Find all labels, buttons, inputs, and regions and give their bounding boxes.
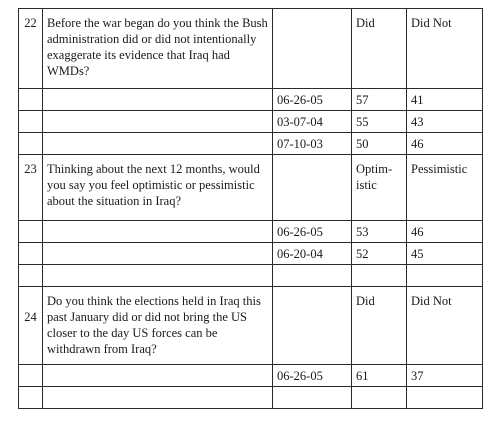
response-value-1: 50	[352, 133, 407, 155]
response-header-2: Did Not	[407, 287, 483, 365]
number-cell	[19, 221, 43, 243]
blank-row	[19, 265, 483, 287]
data-row	[19, 89, 483, 111]
date-cell	[273, 265, 352, 287]
blank-row	[19, 387, 483, 409]
question-row-24	[19, 287, 483, 365]
response-value-2: 37	[407, 365, 483, 387]
question-cell	[43, 221, 273, 243]
value-cell	[407, 265, 483, 287]
question-cell	[43, 111, 273, 133]
question-text: Do you think the elections held in Iraq this past January did or did not bring the US closer to the day US forces can be withdrawn from Iraq?	[43, 287, 273, 365]
question-cell	[43, 365, 273, 387]
response-header-1: Did	[352, 287, 407, 365]
survey-date: 06-26-05	[273, 89, 352, 111]
question-number: 23	[19, 155, 43, 221]
question-row-23	[19, 155, 483, 221]
response-value-2: 41	[407, 89, 483, 111]
question-text: Before the war began do you think the Bush administration did or did not intentionally exaggerate its evidence that Iraq had WMDs?	[43, 9, 273, 89]
question-cell	[43, 387, 273, 409]
number-cell	[19, 133, 43, 155]
survey-date: 06-20-04	[273, 243, 352, 265]
survey-date: 03-07-04	[273, 111, 352, 133]
data-row	[19, 365, 483, 387]
question-text: Thinking about the next 12 months, would you say you feel optimistic or pessimistic about the situation in Iraq?	[43, 155, 273, 221]
number-cell	[19, 265, 43, 287]
question-row-22	[19, 9, 483, 89]
question-number: 24	[19, 287, 43, 365]
response-value-1: 53	[352, 221, 407, 243]
number-cell	[19, 387, 43, 409]
value-cell	[352, 387, 407, 409]
date-header	[273, 9, 352, 89]
date-header	[273, 287, 352, 365]
survey-date: 07-10-03	[273, 133, 352, 155]
response-value-2: 43	[407, 111, 483, 133]
data-row	[19, 133, 483, 155]
number-cell	[19, 365, 43, 387]
response-value-1: 55	[352, 111, 407, 133]
survey-date: 06-26-05	[273, 221, 352, 243]
response-value-2: 45	[407, 243, 483, 265]
response-header-2: Did Not	[407, 9, 483, 89]
date-header	[273, 155, 352, 221]
number-cell	[19, 89, 43, 111]
response-value-2: 46	[407, 221, 483, 243]
question-cell	[43, 133, 273, 155]
response-header-1: Did	[352, 9, 407, 89]
value-cell	[352, 265, 407, 287]
number-cell	[19, 243, 43, 265]
question-number: 22	[19, 9, 43, 89]
response-value-2: 46	[407, 133, 483, 155]
question-cell	[43, 265, 273, 287]
poll-table	[18, 8, 483, 409]
question-cell	[43, 89, 273, 111]
response-value-1: 52	[352, 243, 407, 265]
response-header-1: Optim- istic	[352, 155, 407, 221]
survey-date: 06-26-05	[273, 365, 352, 387]
data-row	[19, 243, 483, 265]
value-cell	[407, 387, 483, 409]
question-cell	[43, 243, 273, 265]
response-value-1: 57	[352, 89, 407, 111]
date-cell	[273, 387, 352, 409]
number-cell	[19, 111, 43, 133]
response-header-2: Pessimistic	[407, 155, 483, 221]
data-row	[19, 221, 483, 243]
data-row	[19, 111, 483, 133]
response-value-1: 61	[352, 365, 407, 387]
